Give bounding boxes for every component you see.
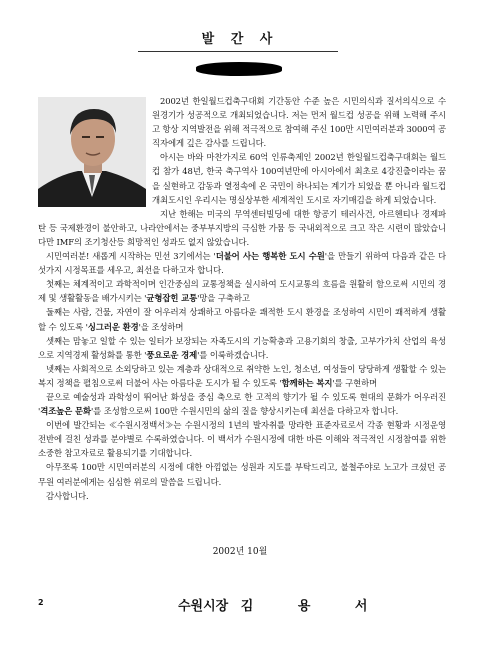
emphasis-text: 함께하는 복지 [281, 377, 333, 388]
signature-position: 수원시장 [178, 599, 229, 614]
emphasis-text: 풍요로운 경제 [146, 349, 198, 360]
title-divider [138, 51, 338, 52]
paragraph-text: 2002년 한일월드컵축구대회 기간동안 수준 높은 시민의식과 질서의식으로 수원경기가 성공적으로 개최되었습니다. 저는 먼저 월드컵 성공을 위해 노력해 주시고 항상 지역발전을 위해 적극적으로 참여해 주신 100만 시민여러분과 3000여 공직자에게 깊은 감사를 드립니다. [152, 96, 446, 149]
paragraph-text: 넷째는 사회적으로 소외당하고 있는 계층과 상대적으로 취약한 노인, 청소년, 여성들이 당당하게 생활할 수 있는 복지 정책을 펼침으로써 더불어 사는 아름다운 도시가 될 수 있도록 ' [38, 363, 446, 388]
paragraph-text: '망을 구축하고 [197, 293, 250, 304]
paragraph [38, 362, 446, 390]
paragraph-text: 이번에 발간되는 ≪수원시정백서≫는 수원시정의 1년의 발자취를 망라한 표준자료로서 각종 현황과 시정운영 전반에 걸친 성과를 분야별로 수록하였습니다. 이 백서가 수원시정에 대한 바른 이해와 적극적인 시정참여를 위한 소중한 참고자료로 활용되기를 기대합니다. [38, 420, 446, 459]
preface-body [38, 94, 446, 503]
emphasis-text: 더불어 사는 행복한 도시 수원 [215, 251, 325, 262]
title-area [0, 14, 480, 74]
paragraph [38, 418, 446, 460]
publication-date: 2002년 10월 [212, 547, 268, 557]
title-decoration-bar [196, 62, 282, 76]
paragraph-text: '을 조성하며 [138, 321, 184, 332]
paragraph-text: 셋째는 맘놓고 일할 수 있는 일터가 보장되는 자족도시의 기능확충과 고용기회의 창출, 고부가가치 산업의 육성으로 지역경제 활성화를 통한 ' [38, 335, 446, 360]
paragraph [38, 249, 446, 277]
emphasis-text: 격조높은 문화 [40, 406, 91, 417]
paragraph-text: 둘째는 사람, 건물, 자연이 잘 어우러져 상쾌하고 아름다운 쾌적한 도시 환경을 조성하여 시민이 쾌적하게 생활할 수 있도록 ' [38, 307, 446, 332]
paragraph [38, 460, 446, 488]
portrait-spacer [38, 94, 152, 207]
paragraph-text: 첫째는 체계적이고 과학적이며 인간중심의 교통정책을 실시하여 도시교통의 흐름을 원활히 함으로써 시민의 경제 및 생활활동을 배가시키는 ' [38, 279, 446, 304]
page-number: 2 [38, 598, 44, 607]
emphasis-text: 싱그러운 환경 [87, 321, 139, 332]
paragraph [38, 334, 446, 362]
paragraph-text: '를 이룩하겠습니다. [197, 349, 269, 360]
paragraph-text: '를 구현하며 [332, 377, 378, 388]
signature-name: 김 용 서 [240, 599, 388, 614]
paragraph [38, 207, 446, 249]
paragraph-text: '을 만들기 위하여 다음과 같은 다섯가지 시정목표를 세우고, 최선을 다하고자 합니다. [38, 251, 446, 276]
paragraph-text: '를 조성함으로써 100만 수원시민의 삶의 질을 향상시키는데 최선을 다하고자 합니다. [90, 406, 399, 417]
paragraph-text: 지난 한해는 미국의 무역센터빌딩에 대한 항공기 테러사건, 아르헨티나 경제파탄 등 국제환경이 불안하고, 나라안에서는 중부부지방의 극심한 가뭄 등 국내외적으로 크고 작은 시련이 많았습니다만 IMF의 조기청산등 희망적인 성과도 없지 않았습니다. [38, 208, 446, 247]
paragraph-text: 끝으로 예술성과 과학성이 뛰어난 화성을 중심 축으로 한 고적의 향기가 될 수 있도록 현대의 문화가 어우러진 ' [38, 391, 446, 417]
emphasis-text: 균형잡힌 교통 [146, 293, 198, 304]
page-title: 발 간 사 [201, 32, 279, 47]
paragraph-text: 아시는 바와 마찬가지로 60억 인류축제인 2002년 한일월드컵축구대회는 월드컵 참가 48년, 한국 축구역사 100여년만에 아시아에서 최초로 4강진출이라는 꿈을 실현하고 감동과 열정속에 온 국민이 하나되는 계기가 되었을 뿐 아니라 월드컵 개최도시인 우리시는 명실상부한 세계적인 도시로 자기매김을 하게 되었습니다. [152, 152, 446, 205]
paragraph [38, 277, 446, 305]
paragraph [38, 489, 446, 503]
paragraph-text: 아무쪼록 100만 시민여러분의 시정에 대한 아낌없는 성원과 지도를 부탁드리고, 불철주야로 노고가 크셨던 공무원 여러분에게는 심심한 위로의 말씀을 드립니다. [38, 462, 446, 487]
paragraph [38, 305, 446, 333]
paragraph-text: 감사합니다. [46, 490, 89, 501]
signature [178, 595, 388, 614]
paragraph-text: 시민여러분! 새롭게 시작하는 민선 3기에서는 ' [46, 251, 216, 262]
paragraph [38, 390, 446, 418]
